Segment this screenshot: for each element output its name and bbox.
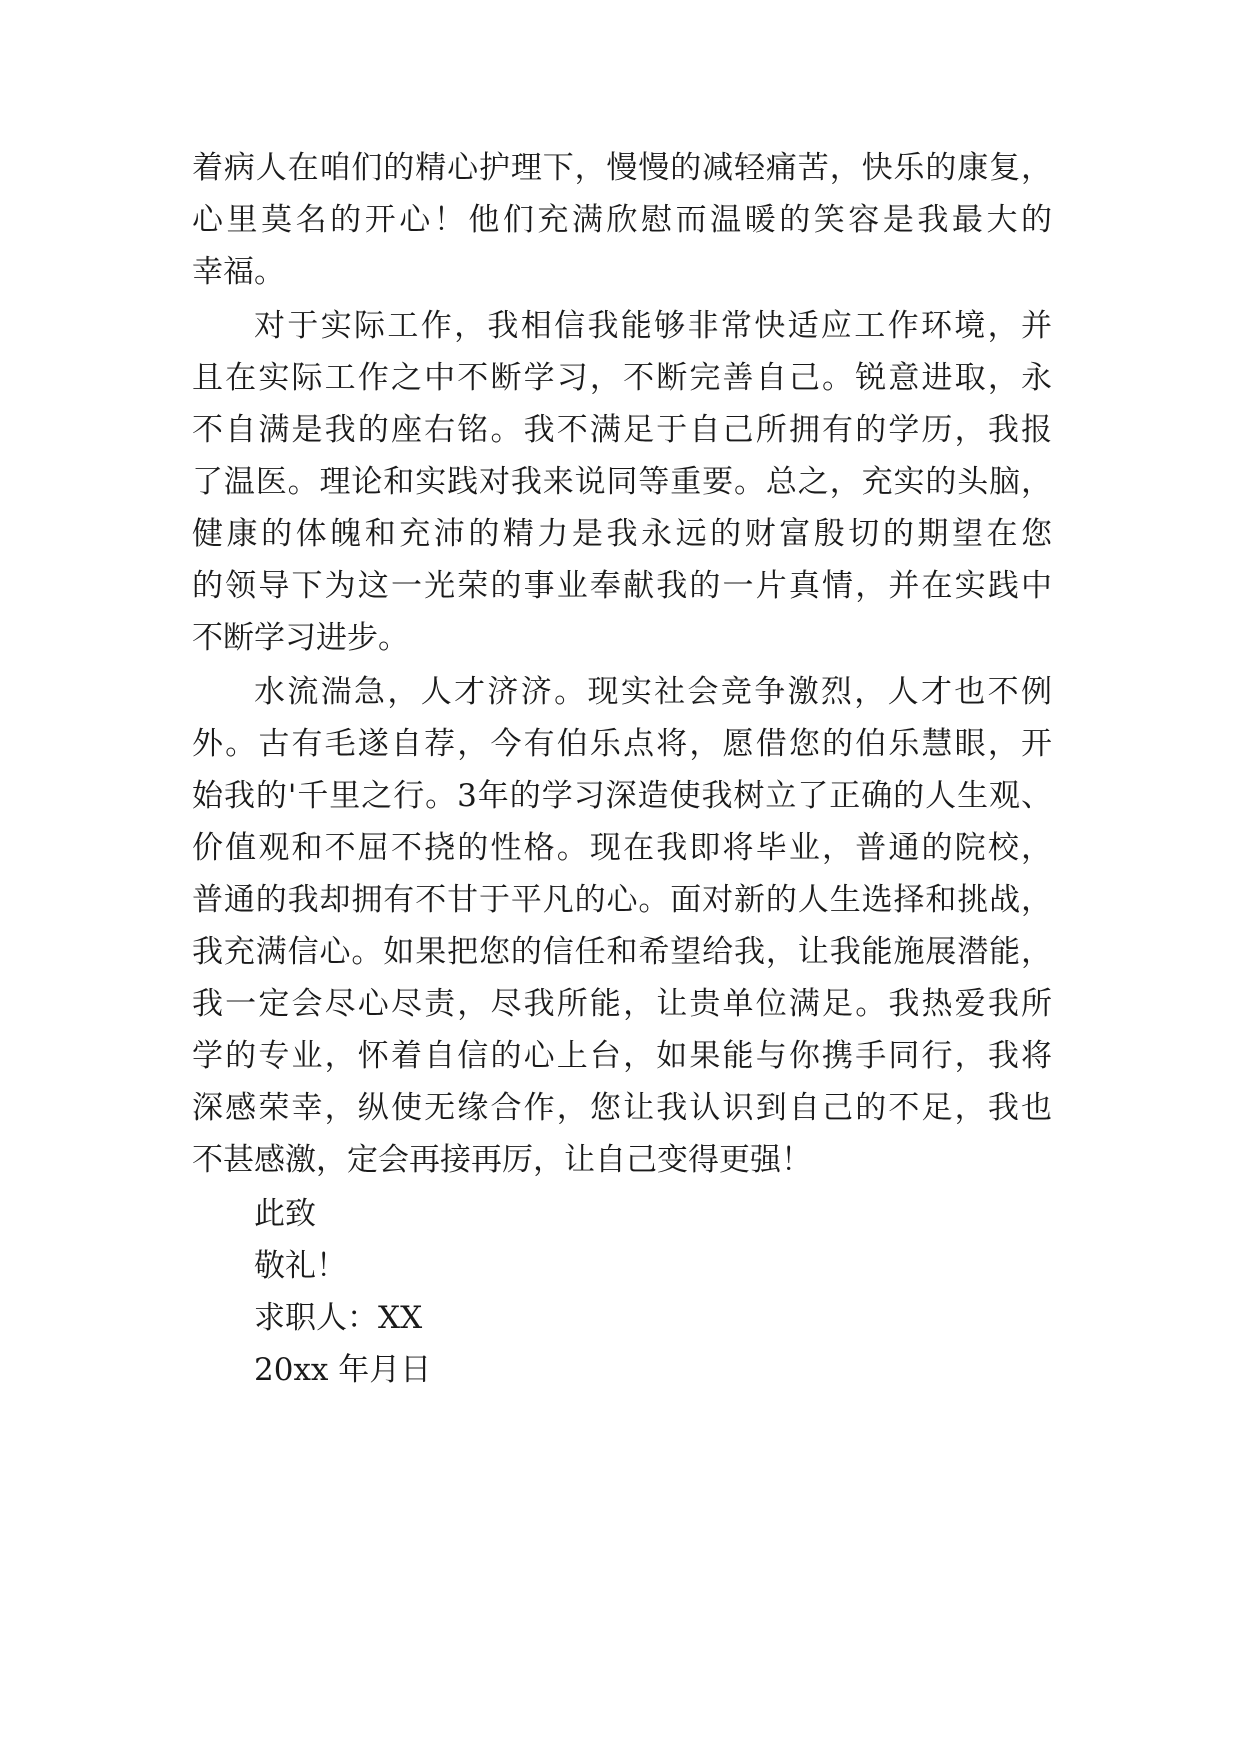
paragraph3-line-4: 价值观和不屈不挠的性格。现在我即将毕业，普通的院校， [192, 830, 1052, 866]
paragraph2-line-4: 了温医。理论和实践对我来说同等重要。总之，充实的头脑， [192, 464, 1052, 500]
closing-applicant: 求职人：XX [254, 1300, 423, 1336]
paragraph3-line-1: 水流湍急，人才济济。现实社会竞争激烈，人才也不例 [254, 674, 1052, 710]
paragraph1-line-1: 着病人在咱们的精心护理下，慢慢的减轻痛苦，快乐的康复， [192, 150, 1052, 186]
paragraph2-line-7: 不断学习进步。 [192, 620, 409, 656]
paragraph3-line-5: 普通的我却拥有不甘于平凡的心。面对新的人生选择和挑战， [192, 882, 1052, 918]
closing-date: 20xx 年月日 [254, 1352, 432, 1388]
paragraph1-line-3: 幸福。 [192, 254, 285, 290]
paragraph2-line-1: 对于实际工作，我相信我能够非常快适应工作环境，并 [254, 308, 1052, 344]
paragraph3-line-3: 始我的'千里之行。3年的学习深造使我树立了正确的人生观、 [192, 778, 1052, 814]
closing-salutation: 此致 [254, 1196, 316, 1232]
paragraph2-line-6: 的领导下为这一光荣的事业奉献我的一片真情，并在实践中 [192, 568, 1052, 604]
paragraph2-line-2: 且在实际工作之中不断学习，不断完善自己。锐意进取，永 [192, 360, 1052, 396]
paragraph3-line-7: 我一定会尽心尽责，尽我所能，让贵单位满足。我热爱我所 [192, 986, 1052, 1022]
closing-regards: 敬礼！ [254, 1248, 347, 1284]
paragraph3-line-2: 外。古有毛遂自荐，今有伯乐点将，愿借您的伯乐慧眼，开 [192, 726, 1052, 762]
paragraph1-line-2: 心里莫名的开心！他们充满欣慰而温暖的笑容是我最大的 [192, 202, 1052, 238]
paragraph3-line-6: 我充满信心。如果把您的信任和希望给我，让我能施展潜能， [192, 934, 1052, 970]
paragraph3-line-8: 学的专业，怀着自信的心上台，如果能与你携手同行，我将 [192, 1038, 1052, 1074]
paragraph2-line-5: 健康的体魄和充沛的精力是我永远的财富殷切的期望在您 [192, 516, 1052, 552]
paragraph3-line-9: 深感荣幸，纵使无缘合作，您让我认识到自己的不足，我也 [192, 1090, 1052, 1126]
paragraph2-line-3: 不自满是我的座右铭。我不满足于自己所拥有的学历，我报 [192, 412, 1052, 448]
paragraph3-line-10: 不甚感激，定会再接再厉，让自己变得更强！ [192, 1142, 812, 1178]
